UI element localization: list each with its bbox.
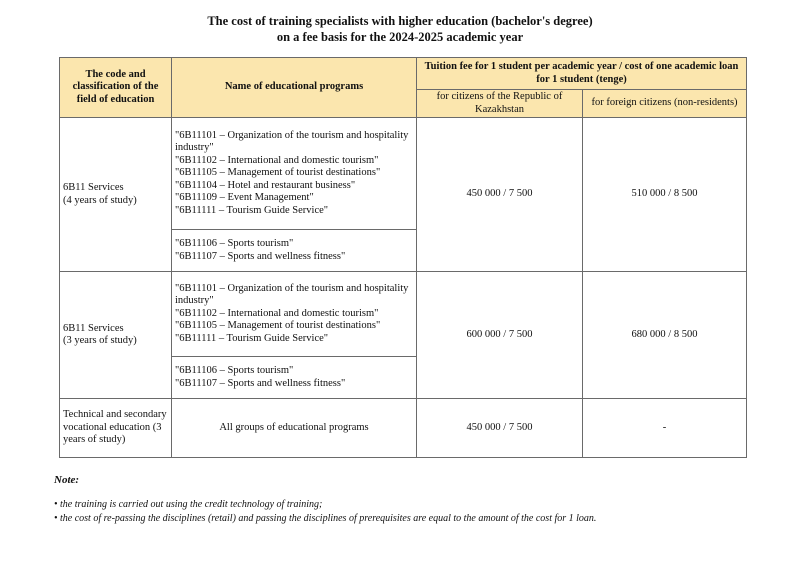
- citizens-fee: 450 000 / 7 500: [417, 399, 583, 458]
- program-item: "6B11111 – Tourism Guide Service": [175, 204, 329, 216]
- programs-cell-main: [172, 272, 417, 357]
- foreign-fee: 510 000 / 8 500: [583, 118, 747, 272]
- citizens-fee: 450 000 / 7 500: [417, 118, 583, 272]
- programs-cell-sports: [172, 230, 417, 272]
- citizens-fee: 600 000 / 7 500: [417, 272, 583, 399]
- program-item: "6B11109 – Event Management": [175, 192, 314, 204]
- header-tuition: Tuition fee for 1 student per academic year / cost of one academic loan for 1 student (tenge): [417, 58, 747, 90]
- programs-cell: All groups of educational programs: [172, 399, 417, 458]
- program-item: "6B11101 – Organization of the tourism and hospitality industry": [175, 130, 409, 154]
- note-title: Note:: [54, 474, 80, 486]
- field-duration: (4 years of study): [63, 194, 137, 206]
- page-title: [0, 13, 800, 45]
- table-row: [60, 399, 747, 458]
- program-item: "6B11105 – Management of tourist destinations": [175, 167, 381, 179]
- program-item: "6B11102 – International and domestic tourism": [175, 154, 379, 166]
- note-item: • the cost of re-passing the disciplines (retail) and passing the disciplines of prerequisites are equal to the amount of the cost for 1 loan.: [54, 513, 597, 524]
- header-citizens: for citizens of the Republic of Kazakhstan: [417, 90, 583, 118]
- field-cell: Technical and secondary vocational education (3 years of study): [60, 399, 172, 458]
- program-item: "6B11106 – Sports tourism": [175, 238, 294, 250]
- field-cell: [60, 272, 172, 399]
- table-row: [60, 272, 747, 357]
- title-line-2: on a fee basis for the 2024-2025 academic year: [276, 30, 524, 44]
- title-line-1: The cost of training specialists with higher education (bachelor's degree): [207, 14, 593, 28]
- program-item: "6B11101 – Organization of the tourism and hospitality industry": [175, 282, 409, 307]
- table-row: [60, 118, 747, 230]
- field-name: 6B11 Services: [63, 182, 124, 194]
- program-item: "6B11107 – Sports and wellness fitness": [175, 377, 346, 389]
- header-programs: Name of educational programs: [172, 58, 417, 118]
- tuition-fee-table: [59, 57, 747, 458]
- field-name: 6B11 Services: [63, 322, 124, 334]
- header-row: [60, 58, 747, 90]
- program-item: "6B11107 – Sports and wellness fitness": [175, 250, 346, 262]
- note-list: [54, 498, 596, 526]
- program-item: "6B11111 – Tourism Guide Service": [175, 332, 329, 344]
- note-item: • the training is carried out using the credit technology of training;: [54, 499, 323, 510]
- foreign-fee: 680 000 / 8 500: [583, 272, 747, 399]
- field-cell: [60, 118, 172, 272]
- programs-cell-main: [172, 118, 417, 230]
- header-foreign: for foreign citizens (non-residents): [583, 90, 747, 118]
- header-code: The code and classification of the field of education: [60, 58, 172, 118]
- programs-cell-sports: [172, 357, 417, 399]
- program-item: "6B11102 – International and domestic tourism": [175, 307, 379, 319]
- program-item: "6B11106 – Sports tourism": [175, 365, 294, 377]
- program-item: "6B11105 – Management of tourist destinations": [175, 320, 381, 332]
- program-item: "6B11104 – Hotel and restaurant business": [175, 179, 356, 191]
- field-duration: (3 years of study): [63, 335, 137, 346]
- foreign-fee: -: [583, 399, 747, 458]
